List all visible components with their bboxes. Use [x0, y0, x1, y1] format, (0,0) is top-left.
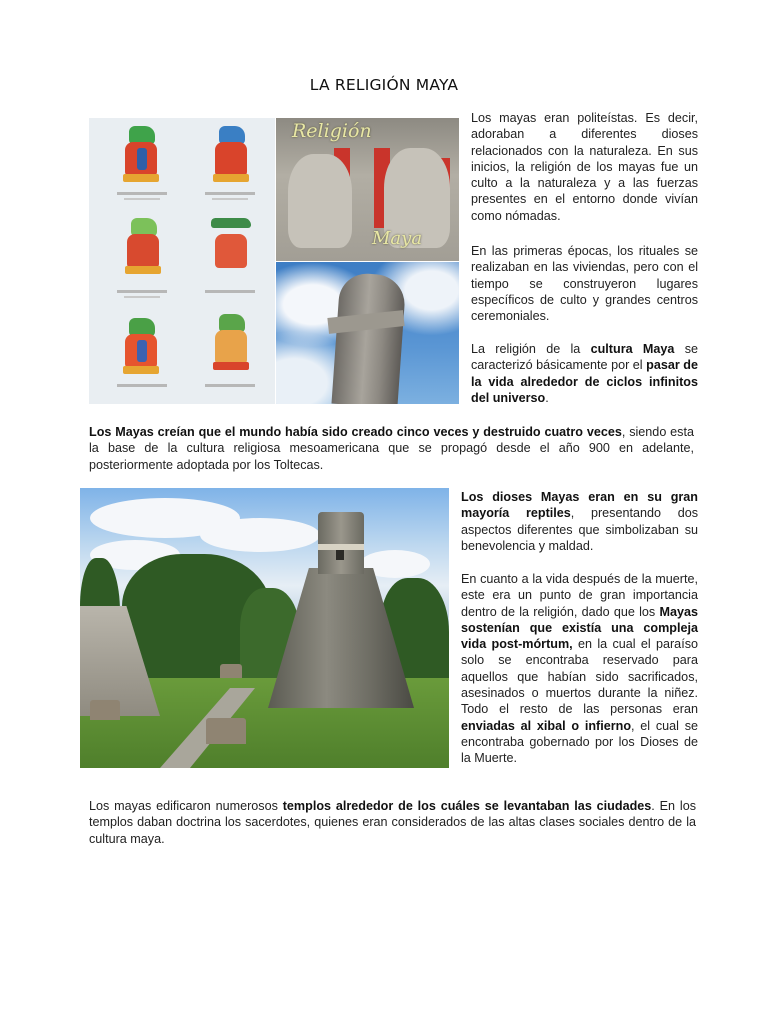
paragraph-gods: Los dioses Mayas eran en su gran mayoría reptiles, presentando dos aspectos diferentes que simbolizaban su benevolencia y maldad. [461, 490, 698, 553]
paragraph-cycles: La religión de la cultura Maya se caracterizó básicamente por el pasar de la vida alrededor de ciclos infinitos del universo. [471, 342, 699, 405]
paragraph-afterlife: En cuanto a la vida después de la muerte, este era un punto de gran importancia dentro de la religión, dado que los Mayas sostenían que existía una compleja vida post-mórtum, en la cual el paraíso solo se encontraba reservado para aquellos que habían sido sacrificados, asesinados o muertos durante la niñez. Todo el resto de las personas eran enviadas al xibal o infierno, el cual se encontraba gobernado por los Dioses de la Muerte. [461, 572, 698, 766]
page-title: LA RELIGIÓN MAYA [309, 76, 459, 94]
god-figure [209, 314, 253, 374]
tikal-pyramid-image [80, 488, 449, 768]
god-figure [119, 126, 163, 186]
relief-figure [288, 154, 352, 248]
god-figure [209, 218, 253, 278]
paragraph-temples: Los mayas edificaron numerosos templos alrededor de los cuáles se levantaban las ciudades. En los templos daban doctrina los sacerdotes, quienes eran considerados de las altas clases sociales dentro de la cultura maya. [89, 799, 696, 846]
paragraph-creation: Los Mayas creían que el mundo había sido creado cinco veces y destruido cuatro veces, siendo esta la base de la cultura religiosa mesoamericana que se propagó desde el año 900 en adelante, posteriormente adoptada por los Toltecas. [89, 425, 694, 472]
god-figure [119, 318, 163, 378]
stone-relief-image [276, 118, 459, 261]
stone-statue-image [276, 262, 459, 404]
overlay-text-top: Religión [292, 120, 372, 142]
codex-gods-image [89, 118, 275, 404]
god-figure [121, 218, 165, 278]
god-figure [209, 126, 253, 186]
overlay-text-bottom: Maya [372, 228, 423, 249]
paragraph-rituals: En las primeras épocas, los rituales se realizaban en las viviendas, pero con el tiempo se construyeron lugares específicos de culto y grandes centros ceremoniales. [471, 244, 698, 324]
paragraph-polytheism: Los mayas eran politeístas. Es decir, adoraban a diferentes dioses relacionados con la naturaleza. En sus inicios, la religión de los mayas fue un culto a la naturaleza y a las fuerzas presentes en el entorno donde vivían como nómadas. [471, 111, 698, 223]
